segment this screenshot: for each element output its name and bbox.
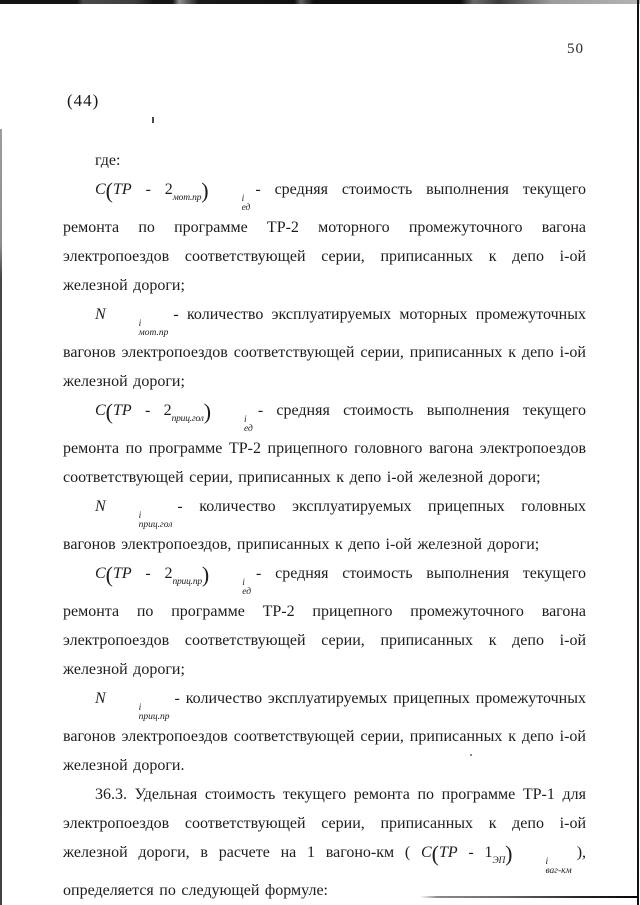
term-definition-text: - средняя стоимость выполнения текущего ремонта по программе ТР-2 прицепного головного вагона электропоездов соответствующей серии, приписанных к депо i-ой железной дороги; (63, 402, 587, 486)
term-paragraph-c-mot-pr (63, 175, 586, 300)
term-definition-text: - средняя стоимость выполнения текущего ремонта по программе ТР-2 моторного промежуточного вагона электропоездов соответствующей серии, приписанных к депо i-ой железной дороги; (63, 181, 587, 294)
cost-formula (95, 178, 251, 213)
formula-symbol: N (95, 306, 106, 323)
formula-superscript: i (138, 703, 142, 713)
formula-dash: - (145, 181, 151, 198)
formula-outer-subscript: ваг-км (545, 866, 572, 876)
formula-symbol: N (95, 690, 106, 707)
formula-superscript: i (244, 415, 247, 425)
formula-sup-sub (212, 416, 253, 434)
formula-number: 2 (164, 565, 173, 582)
formula-inner-subscript: приц.пр (172, 577, 202, 587)
formula-symbol: C (95, 181, 106, 198)
term-paragraph-c-pric-pr (63, 559, 586, 684)
term-paragraph-n-mot-pr (63, 300, 586, 396)
formula-subscript: приц.пр (138, 712, 170, 722)
formula-superscript: i (545, 857, 549, 867)
term-paragraph-n-pric-gol (63, 492, 586, 559)
open-paren: ( (105, 562, 113, 587)
equation-number-label: (44) (67, 91, 100, 110)
term-definition-text: - средняя стоимость выполнения текущего ремонта по программе ТР-2 прицепного промежуточного вагона электропоездов соответствующей серии, приписанных к депо i-ой железной дороги; (63, 565, 587, 678)
formula-superscript: i (138, 319, 142, 329)
formula-outer-subscript: ед (242, 587, 252, 597)
page-number: 50 (567, 41, 584, 57)
formula-inner-subscript: мот.пр (172, 193, 202, 203)
close-paren: ) (203, 399, 212, 424)
formula-symbol: C (95, 565, 106, 582)
open-paren: ( (105, 178, 113, 203)
formula-dash: - (145, 565, 151, 582)
formula-sup-sub (107, 704, 170, 722)
formula-number: 2 (164, 181, 173, 198)
inline-cost-formula (420, 841, 572, 876)
scan-speck (152, 117, 154, 123)
term-definition-text: - количество эксплуатируемых прицепных головных вагонов электропоездов, приписанных к депо i-ой железной дороги; (63, 498, 586, 553)
formula-inner-subscript: ЭП (492, 856, 506, 866)
section-text-after: ), определяется по следующей формуле: (63, 844, 587, 899)
formula-dash: - (144, 402, 151, 419)
formula-subscript: приц.гол (138, 520, 173, 530)
formula-inner-subscript: приц.гол (171, 414, 204, 424)
formula-sup-sub (514, 858, 572, 876)
formula-superscript: i (138, 511, 142, 521)
formula-dash: - (468, 844, 474, 861)
formula-outer-subscript: ед (244, 424, 253, 434)
formula-sup-sub (107, 512, 173, 530)
formula-subscript: мот.пр (138, 328, 169, 338)
term-definition-text: - количество эксплуатируемых моторных промежуточных вагонов электропоездов соответствующей серии, приписанных к депо i-ой железной дороги; (63, 306, 586, 390)
formula-number: 1 (484, 844, 493, 861)
open-paren: ( (105, 399, 113, 424)
where-label-text: где: (95, 152, 121, 169)
term-paragraph-c-pric-gol (63, 396, 586, 492)
formula-symbol: N (95, 498, 106, 515)
cost-formula (95, 399, 253, 434)
formula-arg: ТР (438, 844, 458, 861)
section-text-before: 36.3. Удельная стоимость текущего ремонта по программе ТР-1 для электропоездов соответствующей серии, приписанных к депо i-ой железной дороги, в расчете на 1 вагоно-км ( (63, 786, 586, 861)
formula-symbol: C (95, 402, 106, 419)
scan-edge-right (637, 0, 639, 905)
formula-superscript: i (242, 578, 245, 588)
formula-symbol: C (420, 844, 432, 861)
count-formula (95, 690, 170, 722)
close-paren: ) (201, 178, 209, 203)
formula-sup-sub (210, 579, 251, 597)
formula-sup-sub (107, 320, 169, 338)
count-formula (95, 498, 173, 530)
close-paren: ) (201, 562, 210, 587)
section-36-3-paragraph (63, 780, 586, 905)
count-formula (95, 306, 169, 338)
scan-edge-left (0, 129, 2, 905)
term-definition-text: - количество эксплуатируемых прицепных промежуточных вагонов электропоездов соответствующей серии, приписанных к депо i-ой железной дороги. (63, 690, 586, 774)
formula-arg: ТР (113, 181, 132, 198)
formula-outer-subscript: ед (241, 203, 251, 213)
close-paren: ) (505, 841, 513, 866)
term-paragraph-n-pric-pr (63, 684, 586, 780)
formula-number: 2 (163, 402, 172, 419)
formula-arg: ТР (113, 565, 132, 582)
open-paren: ( (431, 841, 439, 866)
cost-formula (95, 562, 252, 597)
formula-arg: ТР (113, 402, 132, 419)
formula-superscript: i (241, 194, 245, 204)
scan-edge-top (0, 0, 640, 4)
where-label (63, 146, 586, 175)
formula-sup-sub (210, 195, 251, 213)
document-body (63, 146, 586, 905)
